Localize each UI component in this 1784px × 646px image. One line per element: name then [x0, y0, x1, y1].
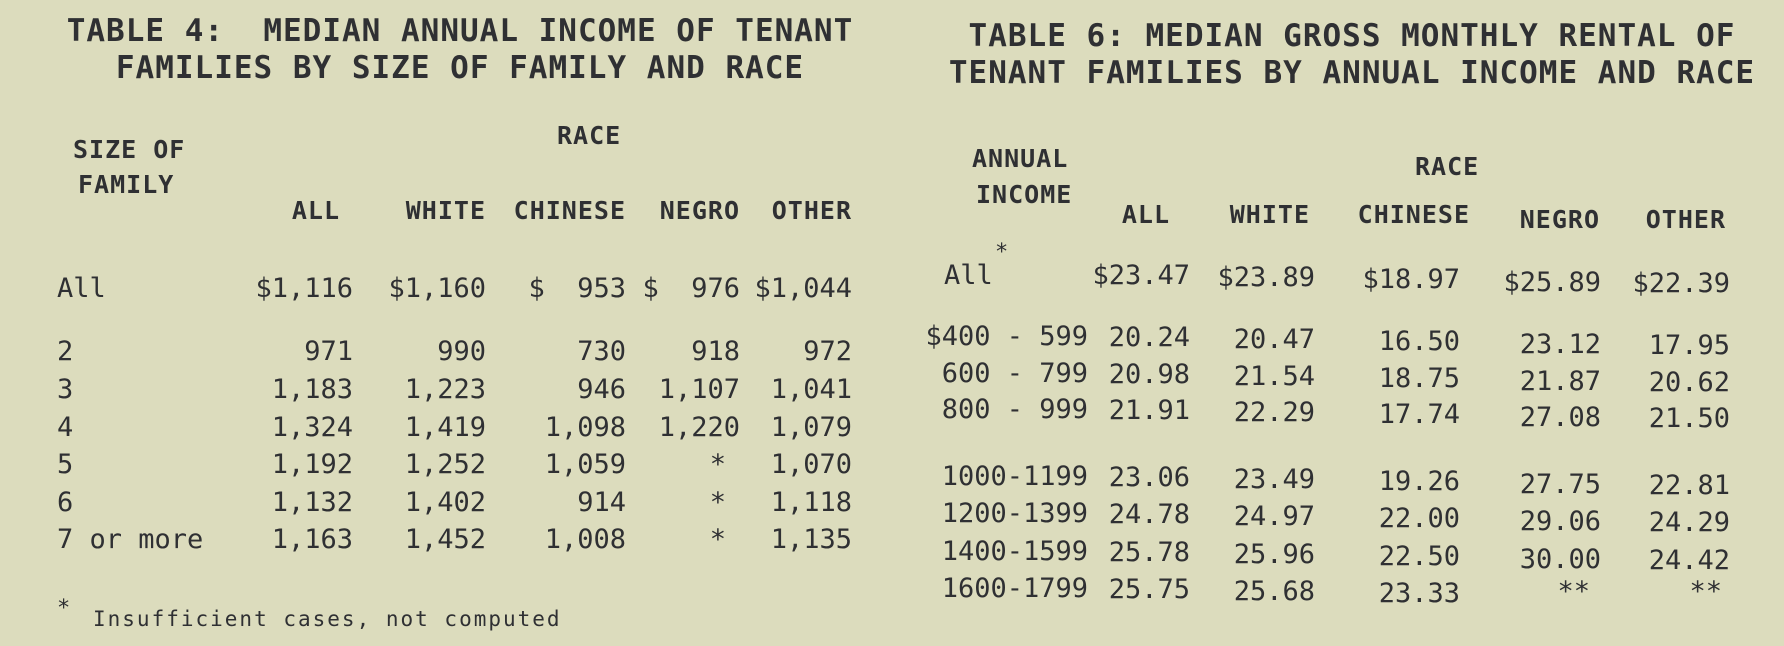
cell-all: 971: [304, 336, 353, 367]
row-label: 1200-1399: [941, 498, 1088, 529]
cell-other: 1,070: [770, 449, 852, 480]
cell-white: 1,419: [404, 412, 486, 443]
table-4-race-label: RACE: [557, 121, 622, 150]
table-4-col-negro: NEGRO: [659, 196, 740, 225]
row-label: 800 - 999: [941, 394, 1088, 425]
cell-chinese: $ 953: [528, 273, 626, 304]
table-6-race-label: RACE: [1415, 152, 1480, 181]
row-label: 4: [57, 412, 74, 443]
cell-all: 23.06: [1108, 462, 1190, 493]
table-4-col-other: OTHER: [771, 196, 852, 225]
row-label: 1600-1799: [941, 573, 1088, 604]
cell-all: 20.98: [1108, 359, 1190, 390]
cell-white: 1,252: [404, 449, 486, 480]
table-6-all-mark: *: [995, 240, 1009, 265]
table-4-footnote: Insufficient cases, not computed: [93, 607, 562, 631]
cell-white: 23.49: [1233, 464, 1315, 495]
cell-chinese: 16.50: [1378, 326, 1460, 357]
cell-all: 1,132: [271, 487, 353, 518]
cell-negro: $25.89: [1503, 267, 1601, 298]
cell-chinese: 946: [577, 374, 626, 405]
cell-white: 21.54: [1233, 361, 1315, 392]
cell-chinese: 730: [577, 336, 626, 367]
cell-negro: **: [1557, 576, 1590, 607]
cell-other: 17.95: [1648, 330, 1730, 361]
cell-negro: *: [709, 524, 726, 555]
cell-negro: 23.12: [1519, 329, 1601, 360]
cell-all: 24.78: [1108, 499, 1190, 530]
table-6-title-line1: TABLE 6: MEDIAN GROSS MONTHLY RENTAL OF: [968, 18, 1736, 54]
cell-other: 20.62: [1648, 367, 1730, 398]
table-6-col-chinese: CHINESE: [1357, 200, 1470, 229]
cell-other: 21.50: [1648, 403, 1730, 434]
table-6-col-other: OTHER: [1645, 205, 1726, 234]
row-label: 1000-1199: [941, 461, 1088, 492]
table-6-income-label-line2: INCOME: [976, 180, 1073, 209]
cell-all: 20.24: [1108, 322, 1190, 353]
table-4-col-chinese: CHINESE: [513, 196, 626, 225]
cell-chinese: 19.26: [1378, 466, 1460, 497]
table-4-title-line1: TABLE 4: MEDIAN ANNUAL INCOME OF TENANT: [66, 13, 854, 49]
cell-other: $22.39: [1632, 268, 1730, 299]
cell-white: 25.96: [1233, 539, 1315, 570]
cell-white: $1,160: [388, 273, 486, 304]
table-6-col-negro: NEGRO: [1519, 205, 1600, 234]
table-4-footnote-mark: *: [57, 596, 71, 621]
cell-white: 990: [437, 336, 486, 367]
cell-other: 972: [803, 336, 852, 367]
cell-negro: 30.00: [1519, 544, 1601, 575]
table-6-income-label-line1: ANNUAL: [972, 144, 1069, 173]
table-4-title-line2: FAMILIES BY SIZE OF FAMILY AND RACE: [115, 50, 805, 86]
cell-chinese: 18.75: [1378, 363, 1460, 394]
cell-negro: $ 976: [642, 273, 740, 304]
table-4-size-label-line1: SIZE OF: [73, 135, 186, 164]
table-4-size-label-line2: FAMILY: [78, 170, 175, 199]
cell-all: 1,183: [271, 374, 353, 405]
table-4-col-all: ALL: [291, 196, 340, 225]
cell-all: 25.78: [1108, 537, 1190, 568]
cell-chinese: 17.74: [1378, 399, 1460, 430]
cell-other: 1,041: [770, 374, 852, 405]
cell-all: 1,324: [271, 412, 353, 443]
cell-white: $23.89: [1217, 262, 1315, 293]
cell-negro: 29.06: [1519, 506, 1601, 537]
row-label: 600 - 799: [941, 358, 1088, 389]
row-label: $400 - 599: [925, 321, 1088, 352]
cell-white: 25.68: [1233, 576, 1315, 607]
cell-negro: 918: [691, 336, 740, 367]
cell-all: $23.47: [1092, 260, 1190, 291]
cell-negro: *: [709, 487, 726, 518]
row-label: All: [57, 273, 106, 304]
cell-white: 1,223: [404, 374, 486, 405]
row-label: All: [944, 260, 993, 291]
cell-other: **: [1689, 576, 1722, 607]
row-label: 7 or more: [57, 524, 204, 555]
table-4-col-white: WHITE: [405, 196, 486, 225]
cell-other: 24.42: [1648, 545, 1730, 576]
cell-white: 20.47: [1233, 324, 1315, 355]
table-6-col-all: ALL: [1121, 200, 1170, 229]
cell-negro: 27.75: [1519, 469, 1601, 500]
cell-chinese: $18.97: [1362, 264, 1460, 295]
cell-other: 1,079: [770, 412, 852, 443]
cell-negro: 27.08: [1519, 402, 1601, 433]
cell-all: 1,192: [271, 449, 353, 480]
cell-all: 1,163: [271, 524, 353, 555]
cell-all: 21.91: [1108, 395, 1190, 426]
row-label: 1400-1599: [941, 536, 1088, 567]
cell-other: 1,118: [770, 487, 852, 518]
cell-chinese: 22.00: [1378, 503, 1460, 534]
cell-negro: 21.87: [1519, 366, 1601, 397]
cell-all: 25.75: [1108, 574, 1190, 605]
cell-white: 24.97: [1233, 501, 1315, 532]
cell-white: 1,402: [404, 487, 486, 518]
cell-chinese: 23.33: [1378, 578, 1460, 609]
cell-other: $1,044: [754, 273, 852, 304]
table-6-title-line2: TENANT FAMILIES BY ANNUAL INCOME AND RACE: [948, 55, 1756, 91]
cell-other: 1,135: [770, 524, 852, 555]
cell-chinese: 22.50: [1378, 541, 1460, 572]
cell-chinese: 1,059: [544, 449, 626, 480]
table-6-col-white: WHITE: [1229, 200, 1310, 229]
row-label: 6: [57, 487, 74, 518]
cell-all: $1,116: [255, 273, 353, 304]
cell-negro: 1,107: [658, 374, 740, 405]
cell-white: 1,452: [404, 524, 486, 555]
cell-chinese: 914: [577, 487, 626, 518]
cell-other: 24.29: [1648, 507, 1730, 538]
cell-negro: 1,220: [658, 412, 740, 443]
cell-other: 22.81: [1648, 470, 1730, 501]
row-label: 5: [57, 449, 74, 480]
cell-chinese: 1,098: [544, 412, 626, 443]
row-label: 3: [57, 374, 74, 405]
row-label: 2: [57, 336, 74, 367]
cell-chinese: 1,008: [544, 524, 626, 555]
cell-white: 22.29: [1233, 397, 1315, 428]
cell-negro: *: [709, 449, 726, 480]
